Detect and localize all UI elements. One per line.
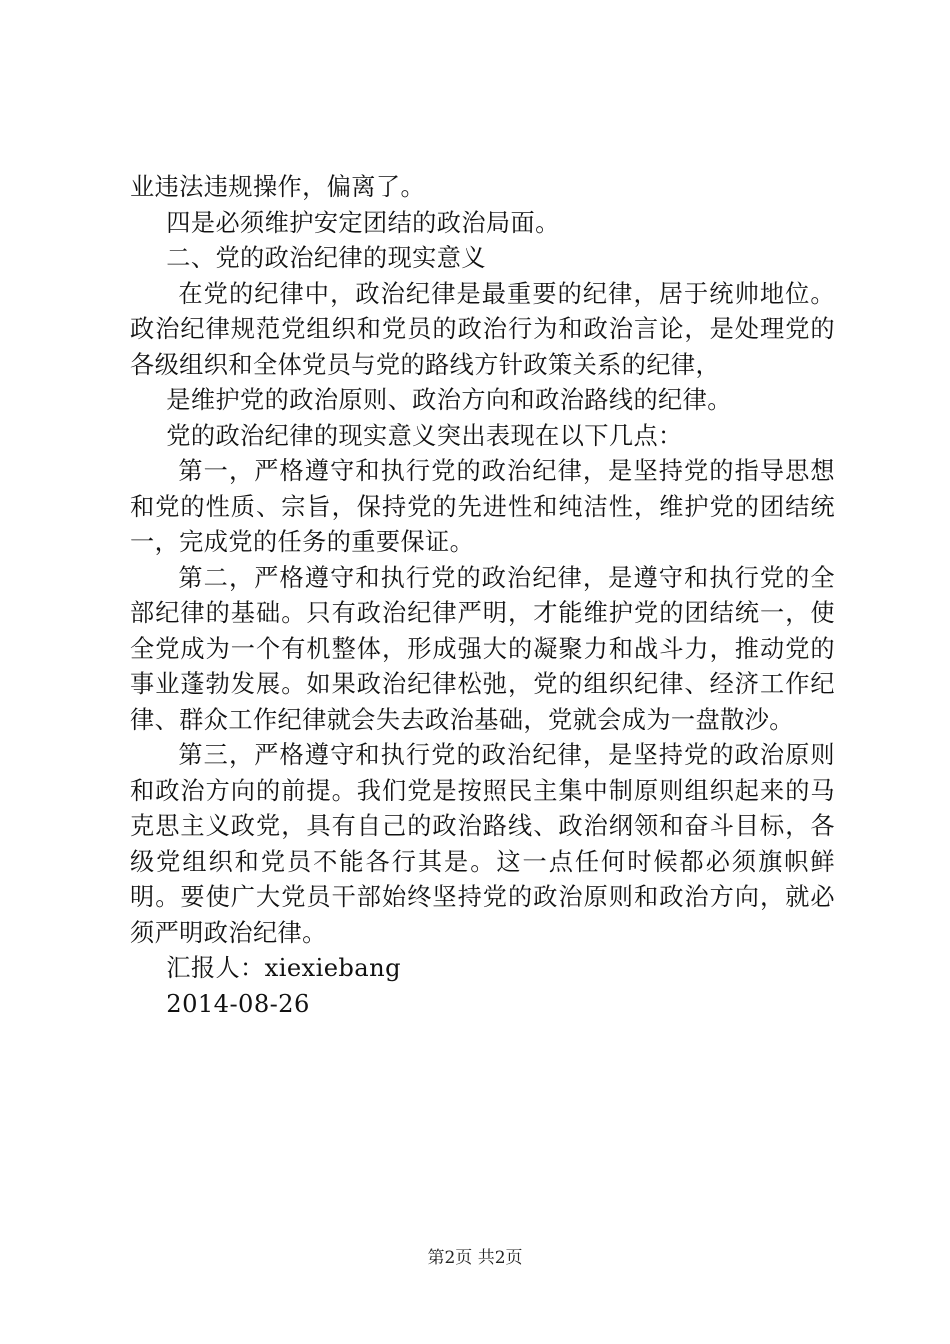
paragraph-intro: 在党的纪律中，政治纪律是最重要的纪律，居于统帅地位。政治纪律规范党组织和党员的政治行为和政治言论，是处理党的各级组织和全体党员与党的路线方针政策关系的纪律， [130, 279, 835, 379]
document-body [130, 170, 835, 1022]
page-footer [0, 1243, 950, 1268]
paragraph-continuation: 业违法违规操作，偏离了。 [130, 173, 426, 201]
section-heading: 二、党的政治纪律的现实意义 [166, 244, 486, 272]
paragraph-second: 第二，严格遵守和执行党的政治纪律，是遵守和执行党的全部纪律的基础。只有政治纪律严明，才能维护党的团结统一，使全党成为一个有机整体，形成强大的凝聚力和战斗力，推动党的事业蓬勃发展。如果政治纪律松弛，党的组织纪律、经济工作纪律、群众工作纪律就会失去政治基础，党就会成为一盘散沙。 [130, 563, 835, 734]
report-date: 2014-08-26 [166, 989, 310, 1018]
paragraph-maintain: 是维护党的政治原则、政治方向和政治路线的纪律。 [166, 386, 732, 414]
page-indicator: 第2页 共2页 [427, 1248, 523, 1268]
paragraph-third: 第三，严格遵守和执行党的政治纪律，是坚持党的政治原则和政治方向的前提。我们党是按照民主集中制原则组织起来的马克思主义政党，具有自己的政治路线、政治纲领和奋斗目标，各级党组织和党员不能各行其是。这一点任何时候都必须旗帜鲜明。要使广大党员干部始终坚持党的政治原则和政治方向，就必须严明政治纪律。 [130, 741, 835, 947]
reporter-line: 汇报人：xiexiebang [166, 954, 401, 982]
paragraph-first: 第一，严格遵守和执行党的政治纪律，是坚持党的指导思想和党的性质、宗旨，保持党的先进性和纯洁性，维护党的团结统一，完成党的任务的重要保证。 [130, 457, 835, 556]
paragraph-point-four: 四是必须维护安定团结的政治局面。 [166, 208, 560, 237]
paragraph-significance: 党的政治纪律的现实意义突出表现在以下几点： [166, 421, 683, 450]
